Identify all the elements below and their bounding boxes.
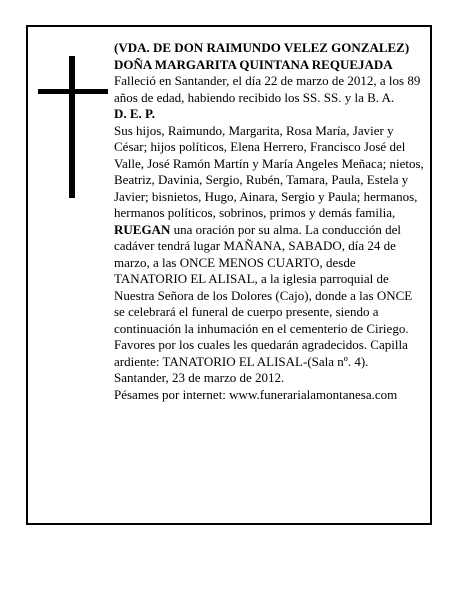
- cross-horizontal-bar: [38, 89, 108, 94]
- condolences-line: Pésames por internet: www.funerarialamontanesa.com: [114, 386, 398, 402]
- cross-icon: [38, 56, 108, 198]
- ruegan-paragraph: [114, 222, 424, 371]
- obituary-frame: [26, 25, 432, 525]
- dep-line: D. E. P.: [114, 106, 156, 121]
- ruegan-text: una oración por su alma. La conducción del cadáver tendrá lugar MAÑANA, SABADO, día 24 de marzo, a las ONCE MENOS CUARTO, desde TANATORIO EL ALISAL, a la iglesia parroquial de Nuestra Señora de los Dolores (Cajo), donde a las ONCE se celebrará el funeral de cuerpo presente, siendo a continuación la inhumación en el cementerio de Ciriego. Favores por los cuales les quedarán agradecidos. Capilla ardiente: TANATORIO EL ALISAL-(Sala nº. 4).: [114, 221, 413, 369]
- place-date: Santander, 23 de marzo de 2012.: [114, 370, 285, 385]
- widow-header: (VDA. DE DON RAIMUNDO VELEZ GONZALEZ): [114, 40, 410, 55]
- death-info: Falleció en Santander, el día 22 de marzo de 2012, a los 89 años de edad, habiendo recibido los SS. SS. y la B. A.: [114, 73, 421, 105]
- cross-vertical-bar: [69, 56, 75, 198]
- obituary-text: [114, 40, 424, 403]
- deceased-name: DOÑA MARGARITA QUINTANA REQUEJADA: [114, 56, 393, 72]
- family-list: Sus hijos, Raimundo, Margarita, Rosa María, Javier y César; hijos políticos, Elena Herrero, Francisco José del Valle, José Ramón Martín y María Angeles Meñaca; nietos, Beatriz, Davinia, Sergio, Rubén, Tamara, Paula, Estela y Javier; bisnietos, Hugo, Ainara, Sergio y Paula; hermanos, hermanos políticos, sobrinos, primos y demás familia,: [114, 122, 424, 220]
- ruegan-word: RUEGAN: [114, 221, 171, 237]
